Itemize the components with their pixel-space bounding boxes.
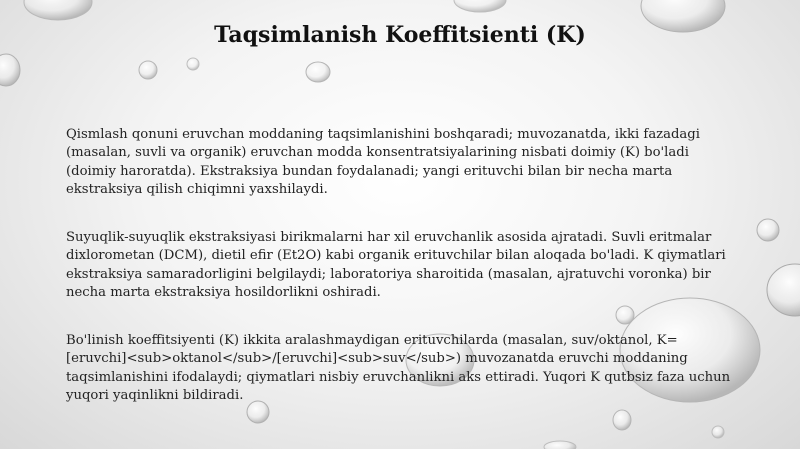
paragraph-liquid-liquid-extraction: Suyuqlik-suyuqlik ekstraksiyasi birikmalarni har xil eruvchanlik asosida ajratadi. Suvli eritmalar dixlorometan (DCM), dietil efir (Et2O) kabi organik erituvchilar bilan aloqada bo'ladi. K qiymatlari ekstraksiya samaradorligini belgilaydi; laboratoriya sharoitida (masalan, ajratuvchi voronka) bir necha marta ekstraksiya hosildorlikni oshiradi. [66, 230, 726, 301]
paragraph-partition-coefficient: Bo'linish koeffitsiyenti (K) ikkita aralashmaydigan erituvchilarda (masalan, suv/oktanol, K=[eruvchi]<sub>oktanol</sub>/[eruvchi]<sub>suv</sub>) muvozanatda eruvchi moddaning taqsimlanishini ifodalaydi; qiymatlari nisbiy eruvchanlikni aks ettiradi. Yuqori K qutbsiz faza uchun yuqori yaqinlikni bildiradi. [66, 333, 731, 404]
paragraph-partition-law: Qismlash qonuni eruvchan moddaning taqsimlanishini boshqaradi; muvozanatda, ikki fazadagi (masalan, suvli va organik) eruvchan modda konsentratsiyalarining nisbati doimiy (K) bo'ladi (doimiy haroratda). Ekstraksiya bundan foydalanadi; yangi erituvchi bilan bir necha marta ekstraksiya qilish chiqimni yaxshilaydi. [66, 127, 700, 198]
slide-title: Taqsimlanish Koeffitsienti (K) [214, 22, 586, 48]
